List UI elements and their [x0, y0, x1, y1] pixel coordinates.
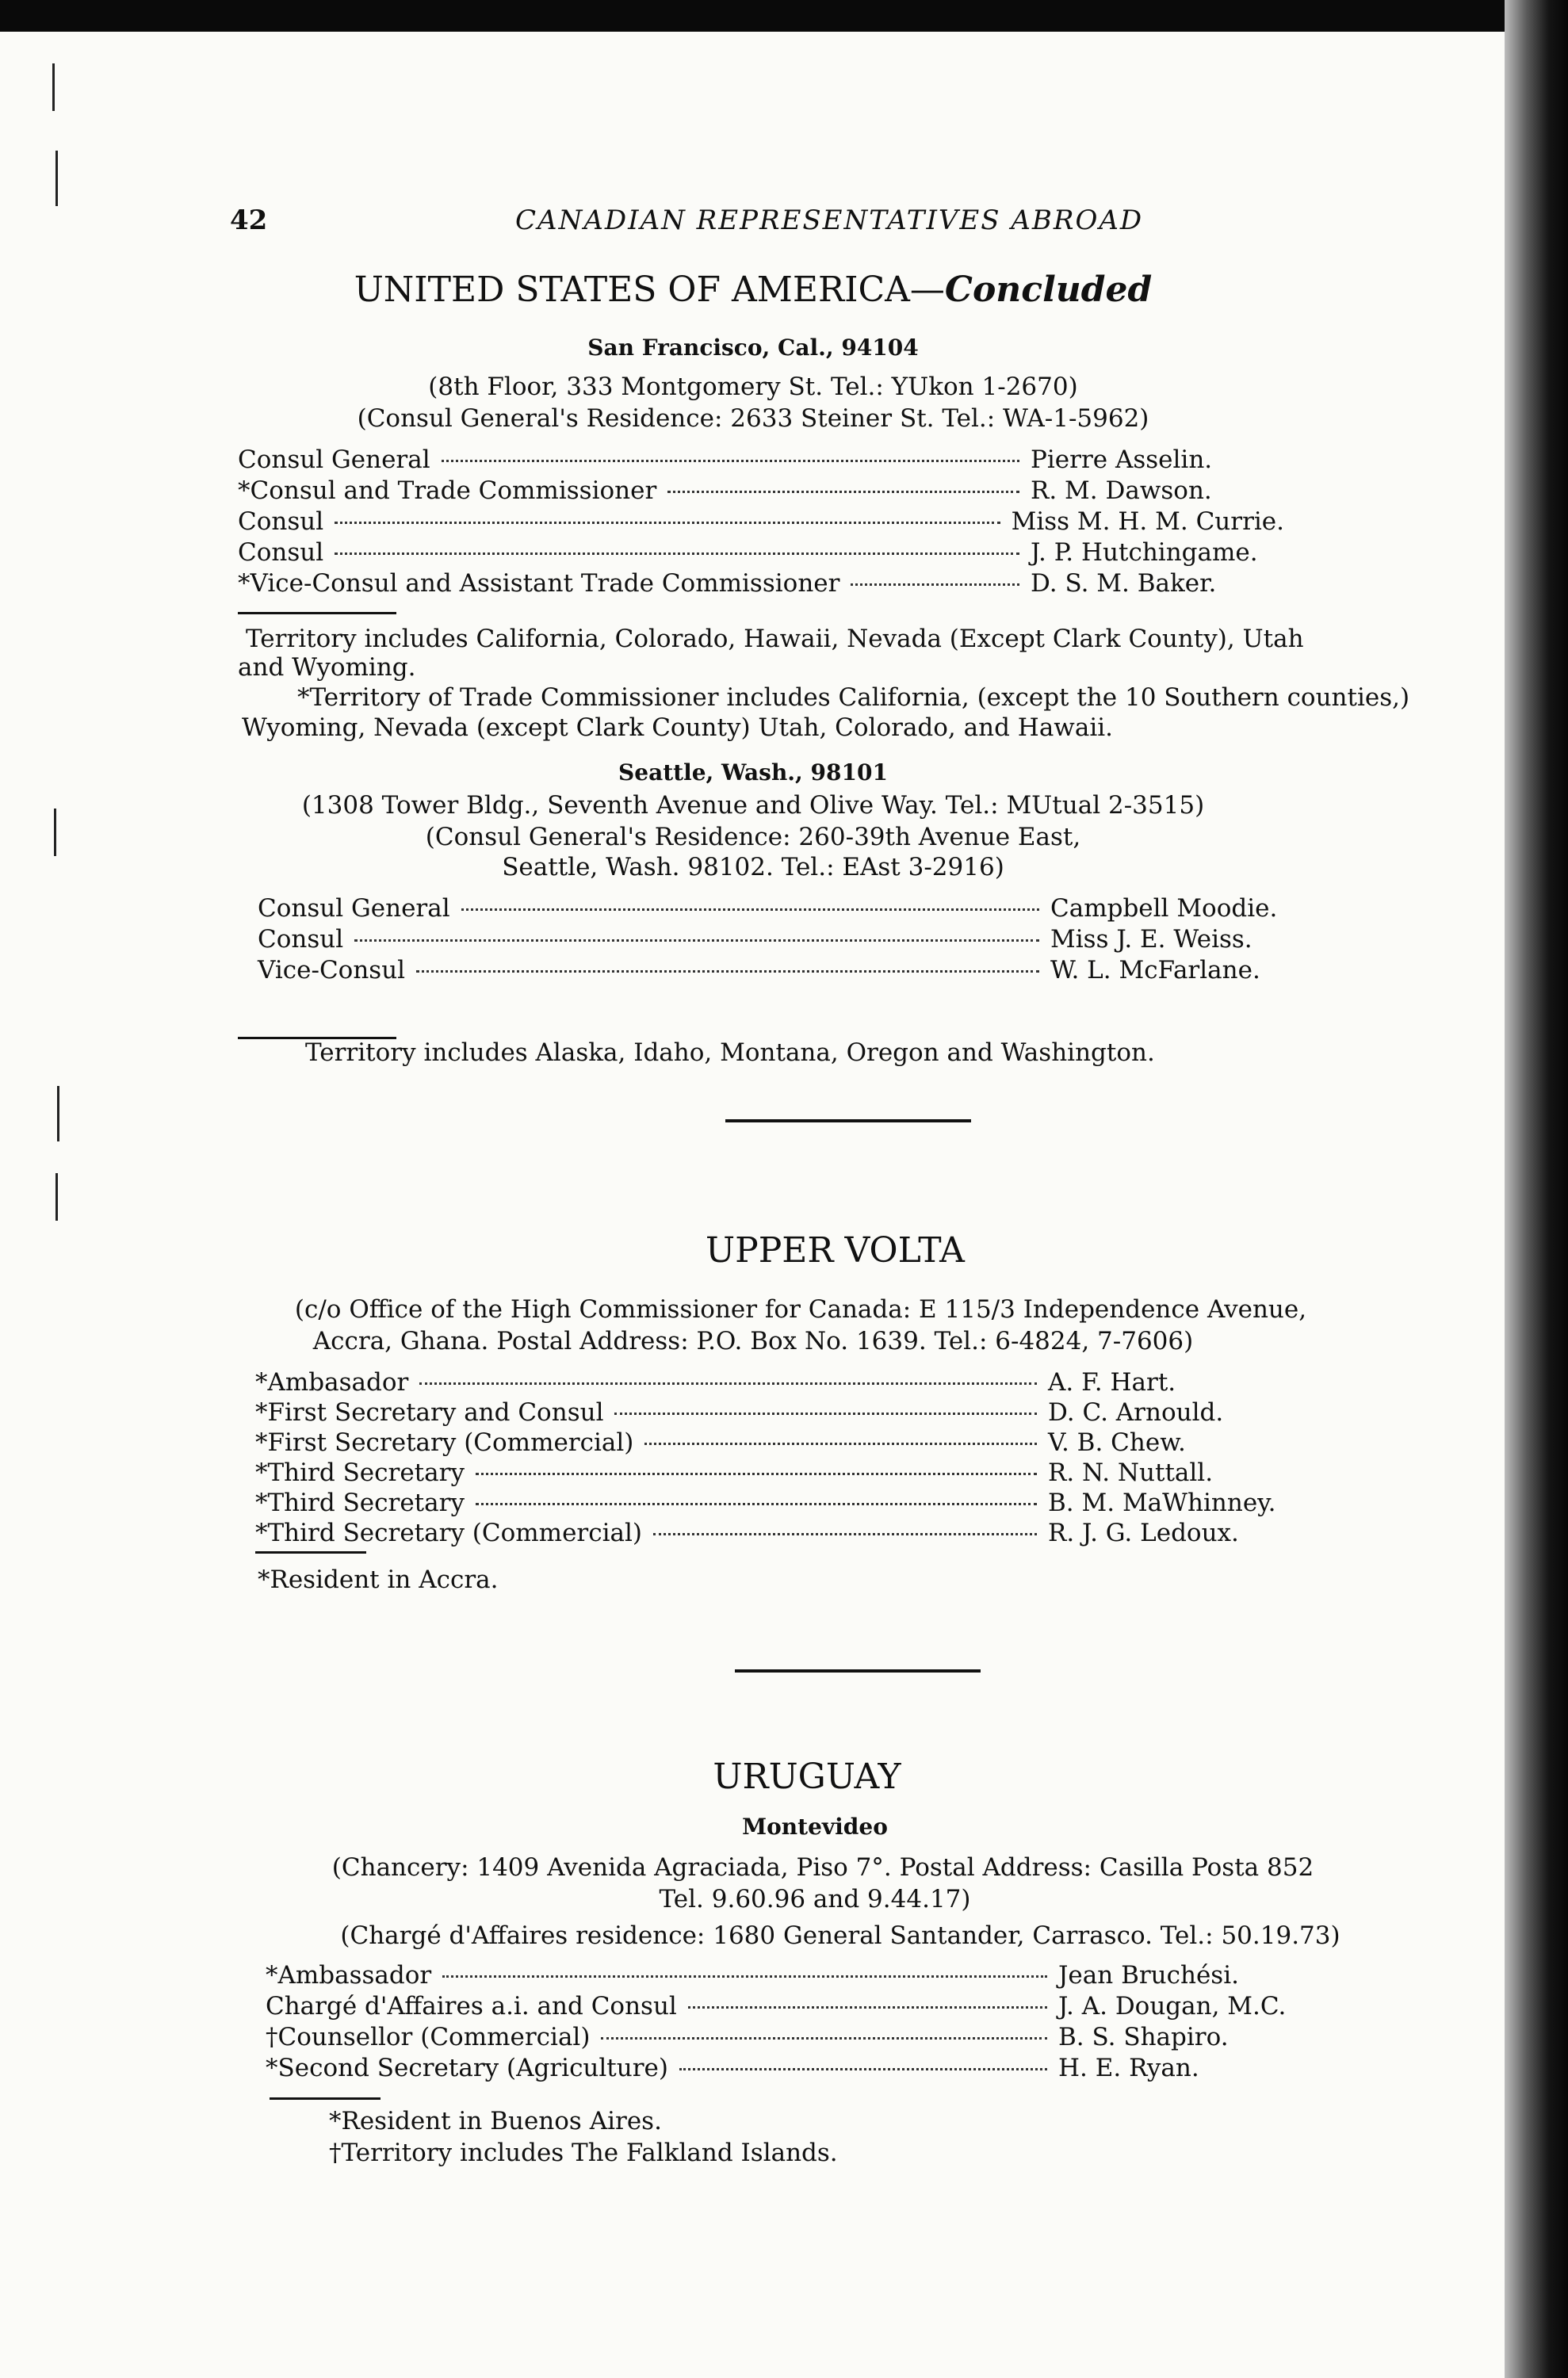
leader-dots [354, 939, 1039, 942]
leader-dots [419, 1382, 1037, 1385]
sf-city: San Francisco, Cal., 94104 [587, 335, 919, 361]
leader-dots [667, 491, 1019, 493]
leader-dots [614, 1413, 1037, 1415]
scan-right-edge [1505, 0, 1568, 2378]
position-label: *Third Secretary (Commercial) [255, 1519, 643, 1547]
uruguay-chancery: (Chancery: 1409 Avenida Agraciada, Piso 7°. Postal Address: Casilla Posta 852 [331, 1853, 1314, 1882]
position-label: *Third Secretary [255, 1489, 465, 1517]
leader-dots [476, 1473, 1037, 1475]
leader-dots [461, 908, 1039, 911]
seattle-residence-cont: Seattle, Wash. 98102. Tel.: EAst 3-2916) [502, 853, 1004, 881]
uruguay-telephone: Tel. 9.60.96 and 9.44.17) [659, 1885, 971, 1913]
person-name: R. N. Nuttall. [1048, 1459, 1214, 1487]
person-name: Jean Bruchési. [1058, 1961, 1239, 1990]
person-name: D. C. Arnould. [1048, 1398, 1224, 1427]
upper-volta-staff-list [255, 1368, 1302, 1549]
position-label: *Ambassador [266, 1961, 432, 1990]
leader-dots [442, 1975, 1047, 1978]
list-item [255, 1428, 1302, 1459]
leader-dots [442, 460, 1019, 462]
scan-margin-mark [55, 151, 58, 206]
position-label: Consul General [238, 445, 430, 474]
sf-trade-territory-note-cont: Wyoming, Nevada (except Clark County) Utah, Colorado, and Hawaii. [242, 713, 1114, 742]
leader-dots [476, 1503, 1037, 1505]
person-name: Miss M. H. M. Currie. [1011, 507, 1284, 536]
person-name: V. B. Chew. [1048, 1428, 1186, 1457]
sf-territory-note-cont: and Wyoming. [238, 653, 416, 682]
seattle-territory-note: Territory includes Alaska, Idaho, Montana, Oregon and Washington. [305, 1038, 1155, 1067]
section-rule [238, 612, 396, 614]
list-item [255, 1519, 1302, 1549]
person-name: Pierre Asselin. [1031, 445, 1213, 474]
usa-title: UNITED STATES OF AMERICA— [354, 270, 945, 310]
upper-volta-postal: Accra, Ghana. Postal Address: P.O. Box No. 1639. Tel.: 6-4824, 7-7606) [312, 1327, 1194, 1355]
leader-dots [335, 552, 1019, 555]
position-label: Vice-Consul [258, 956, 406, 984]
person-name: J. P. Hutchingame. [1031, 538, 1258, 567]
position-label: †Counsellor (Commercial) [266, 2023, 591, 2051]
person-name: J. A. Dougan, M.C. [1058, 1992, 1287, 2021]
sf-territory-note: Territory includes California, Colorado, Hawaii, Nevada (Except Clark County), Utah [246, 625, 1304, 653]
scan-margin-mark [52, 63, 55, 111]
list-item [255, 1398, 1302, 1428]
person-name: Campbell Moodie. [1050, 894, 1278, 923]
section-divider [725, 1119, 971, 1122]
list-item [238, 476, 1284, 507]
list-item [255, 1459, 1302, 1489]
section-rule [255, 1551, 366, 1554]
person-name: R. M. Dawson. [1031, 476, 1212, 505]
page-number: 42 [230, 205, 268, 236]
upper-volta-address: (c/o Office of the High Commissioner for Canada: E 115/3 Independence Avenue, [294, 1295, 1307, 1324]
person-name: Miss J. E. Weiss. [1050, 925, 1252, 954]
leader-dots [688, 2006, 1047, 2009]
list-item [258, 956, 1304, 987]
person-name: B. S. Shapiro. [1058, 2023, 1229, 2051]
uruguay-residence: (Chargé d'Affaires residence: 1680 General Santander, Carrasco. Tel.: 50.19.73) [340, 1921, 1340, 1950]
section-rule [270, 2097, 381, 2100]
leader-dots [416, 970, 1039, 973]
list-item [258, 894, 1304, 925]
upper-volta-heading: UPPER VOLTA [706, 1230, 965, 1271]
position-label: *First Secretary and Consul [255, 1398, 604, 1427]
uruguay-note-territory: †Territory includes The Falkland Islands. [329, 2139, 838, 2167]
list-item [238, 507, 1284, 538]
uruguay-staff-list [266, 1961, 1312, 2085]
usa-heading [0, 270, 1506, 310]
position-label: Consul [238, 507, 324, 536]
position-label: *Consul and Trade Commissioner [238, 476, 657, 505]
seattle-address: (1308 Tower Bldg., Seventh Avenue and Olive Way. Tel.: MUtual 2-3515) [301, 791, 1205, 820]
leader-dots [644, 1443, 1037, 1445]
person-name: A. F. Hart. [1048, 1368, 1176, 1397]
sf-residence: (Consul General's Residence: 2633 Steiner St. Tel.: WA-1-5962) [357, 404, 1149, 433]
person-name: R. J. G. Ledoux. [1048, 1519, 1239, 1547]
person-name: H. E. Ryan. [1058, 2054, 1199, 2082]
position-label: Consul General [258, 894, 450, 923]
list-item [238, 445, 1284, 476]
sf-trade-territory-note: *Territory of Trade Commissioner includes California, (except the 10 Southern counties,) [297, 683, 1410, 712]
list-item [266, 2023, 1312, 2054]
position-label: Consul [238, 538, 324, 567]
seattle-residence: (Consul General's Residence: 260-39th Avenue East, [425, 823, 1081, 851]
position-label: *Second Secretary (Agriculture) [266, 2054, 668, 2082]
uruguay-heading: URUGUAY [713, 1757, 901, 1797]
position-label: *Third Secretary [255, 1459, 465, 1487]
list-item [266, 1961, 1312, 1992]
list-item [238, 538, 1284, 569]
list-item [255, 1489, 1302, 1519]
section-divider [735, 1669, 981, 1673]
leader-dots [679, 2068, 1047, 2070]
list-item [258, 925, 1304, 956]
position-label: Chargé d'Affaires a.i. and Consul [266, 1992, 677, 2021]
scan-margin-mark [57, 1086, 59, 1141]
scan-margin-mark [55, 1173, 58, 1221]
person-name: W. L. McFarlane. [1050, 956, 1260, 984]
sf-address: (8th Floor, 333 Montgomery St. Tel.: YUkon 1-2670) [428, 373, 1078, 401]
leader-dots [335, 522, 1000, 524]
position-label: Consul [258, 925, 344, 954]
seattle-staff-list [258, 894, 1304, 987]
list-item [266, 2054, 1312, 2085]
list-item [255, 1368, 1302, 1398]
list-item [238, 569, 1284, 600]
position-label: *First Secretary (Commercial) [255, 1428, 634, 1457]
document-page [0, 32, 1506, 2378]
uruguay-note-resident: *Resident in Buenos Aires. [329, 2107, 662, 2135]
person-name: D. S. M. Baker. [1031, 569, 1217, 598]
seattle-city: Seattle, Wash., 98101 [618, 759, 888, 786]
leader-dots [601, 2037, 1047, 2040]
position-label: *Ambasador [255, 1368, 409, 1397]
leader-dots [653, 1533, 1037, 1535]
position-label: *Vice-Consul and Assistant Trade Commissioner [238, 569, 840, 598]
person-name: B. M. MaWhinney. [1048, 1489, 1276, 1517]
running-head-title: CANADIAN REPRESENTATIVES ABROAD [515, 205, 1144, 236]
list-item [266, 1992, 1312, 2023]
sf-staff-list [238, 445, 1284, 600]
leader-dots [851, 583, 1019, 586]
upper-volta-note: *Resident in Accra. [258, 1566, 499, 1594]
usa-title-concluded: Concluded [944, 270, 1153, 310]
uruguay-city: Montevideo [742, 1814, 888, 1840]
